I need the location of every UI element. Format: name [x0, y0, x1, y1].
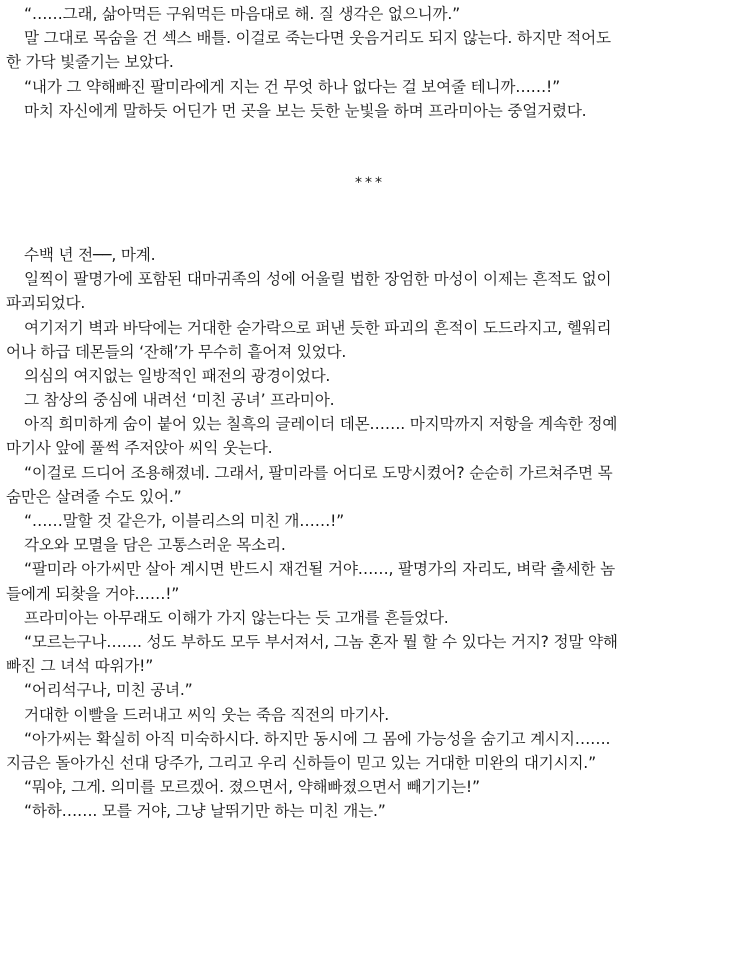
text-line: “……그래, 삶아먹든 구워먹든 마음대로 해. 질 생각은 없으니까.” — [24, 5, 460, 23]
text-line: “……말할 것 같은가, 이블리스의 미친 개……!” — [24, 512, 345, 530]
text-line: “팔미라 아가씨만 살아 계시면 반드시 재건될 거야……, 팔명가의 자리도, 벼락 출세한 놈 — [24, 560, 616, 579]
text-line: 마기사 앞에 풀썩 주저앉아 씨익 웃는다. — [6, 439, 273, 458]
text-line: 빠진 그 녀석 따위가!” — [6, 657, 154, 676]
text-line: 아직 희미하게 숨이 붙어 있는 칠흑의 글레이더 데몬……. 마지막까지 저항을 계속한 정예 — [24, 415, 618, 434]
text-line: 지금은 돌아가신 선대 당주가, 그리고 우리 신하들이 믿고 있는 거대한 미완의 대기시지.” — [6, 753, 596, 772]
text-line: “어리석구나, 미친 공녀.” — [24, 681, 193, 700]
text-line: “하하……. 모를 거야, 그냥 날뛰기만 하는 미친 개는.” — [24, 802, 386, 821]
scene-break-separator: *** — [355, 174, 385, 191]
text-line: 각오와 모멸을 담은 고통스러운 목소리. — [24, 536, 286, 555]
text-line: “이걸로 드디어 조용해졌네. 그래서, 팔미라를 어디로 도망시켰어? 순순히 가르쳐주면 목 — [24, 463, 613, 482]
text-line: 수백 년 전──, 마계. — [24, 245, 156, 264]
text-line: 프라미아는 아무래도 이해가 가지 않는다는 듯 고개를 흔들었다. — [24, 608, 449, 627]
text-line: 그 참상의 중심에 내려선 ‘미친 공녀’ 프라미아. — [24, 391, 335, 410]
text-line: 숨만은 살려줄 수도 있어.” — [6, 487, 182, 506]
text-line: 일찍이 팔명가에 포함된 대마귀족의 성에 어울릴 법한 장엄한 마성이 이제는 흔적도 없이 — [24, 270, 612, 289]
text-line: 어나 하급 데몬들의 ‘잔해’가 무수히 흩어져 있었다. — [6, 342, 347, 361]
text-line: 거대한 이빨을 드러내고 씨익 웃는 죽음 직전의 마기사. — [24, 705, 390, 724]
text-line: 파괴되었다. — [6, 294, 86, 313]
spacer — [6, 219, 730, 243]
spacer — [6, 147, 730, 171]
spacer — [6, 195, 730, 219]
text-line: 마치 자신에게 말하듯 어딘가 먼 곳을 보는 듯한 눈빛을 하며 프라미아는 중얼거렸다. — [24, 101, 587, 120]
text-line: 한 가닥 빛줄기는 보았다. — [6, 53, 174, 72]
text-line: 여기저기 벽과 바닥에는 거대한 숟가락으로 퍼낸 듯한 파괴의 흔적이 도드라지고, 헬워리 — [24, 318, 612, 337]
spacer — [6, 123, 730, 147]
text-line: “내가 그 약해빠진 팔미라에게 지는 건 무엇 하나 없다는 걸 보여줄 테니까……!” — [24, 77, 560, 96]
text-line: 말 그대로 목숨을 건 섹스 배틀. 이걸로 죽는다면 웃음거리도 되지 않는다. 하지만 적어도 — [24, 29, 611, 48]
text-line: “뭐야, 그게. 의미를 모르겠어. 졌으면서, 약해빠졌으면서 빼기기는!” — [24, 778, 480, 797]
text-line: “모르는구나……. 성도 부하도 모두 부서져서, 그놈 혼자 뭘 할 수 있다는 거지? 정말 약해 — [24, 632, 618, 651]
text-line: 의심의 여지없는 일방적인 패전의 광경이었다. — [24, 366, 331, 385]
text-line: “아가씨는 확실히 아직 미숙하시다. 하지만 동시에 그 몸에 가능성을 숨기고 계시지……. — [24, 729, 611, 748]
text-line: 들에게 되찾을 거야……!” — [6, 584, 180, 603]
